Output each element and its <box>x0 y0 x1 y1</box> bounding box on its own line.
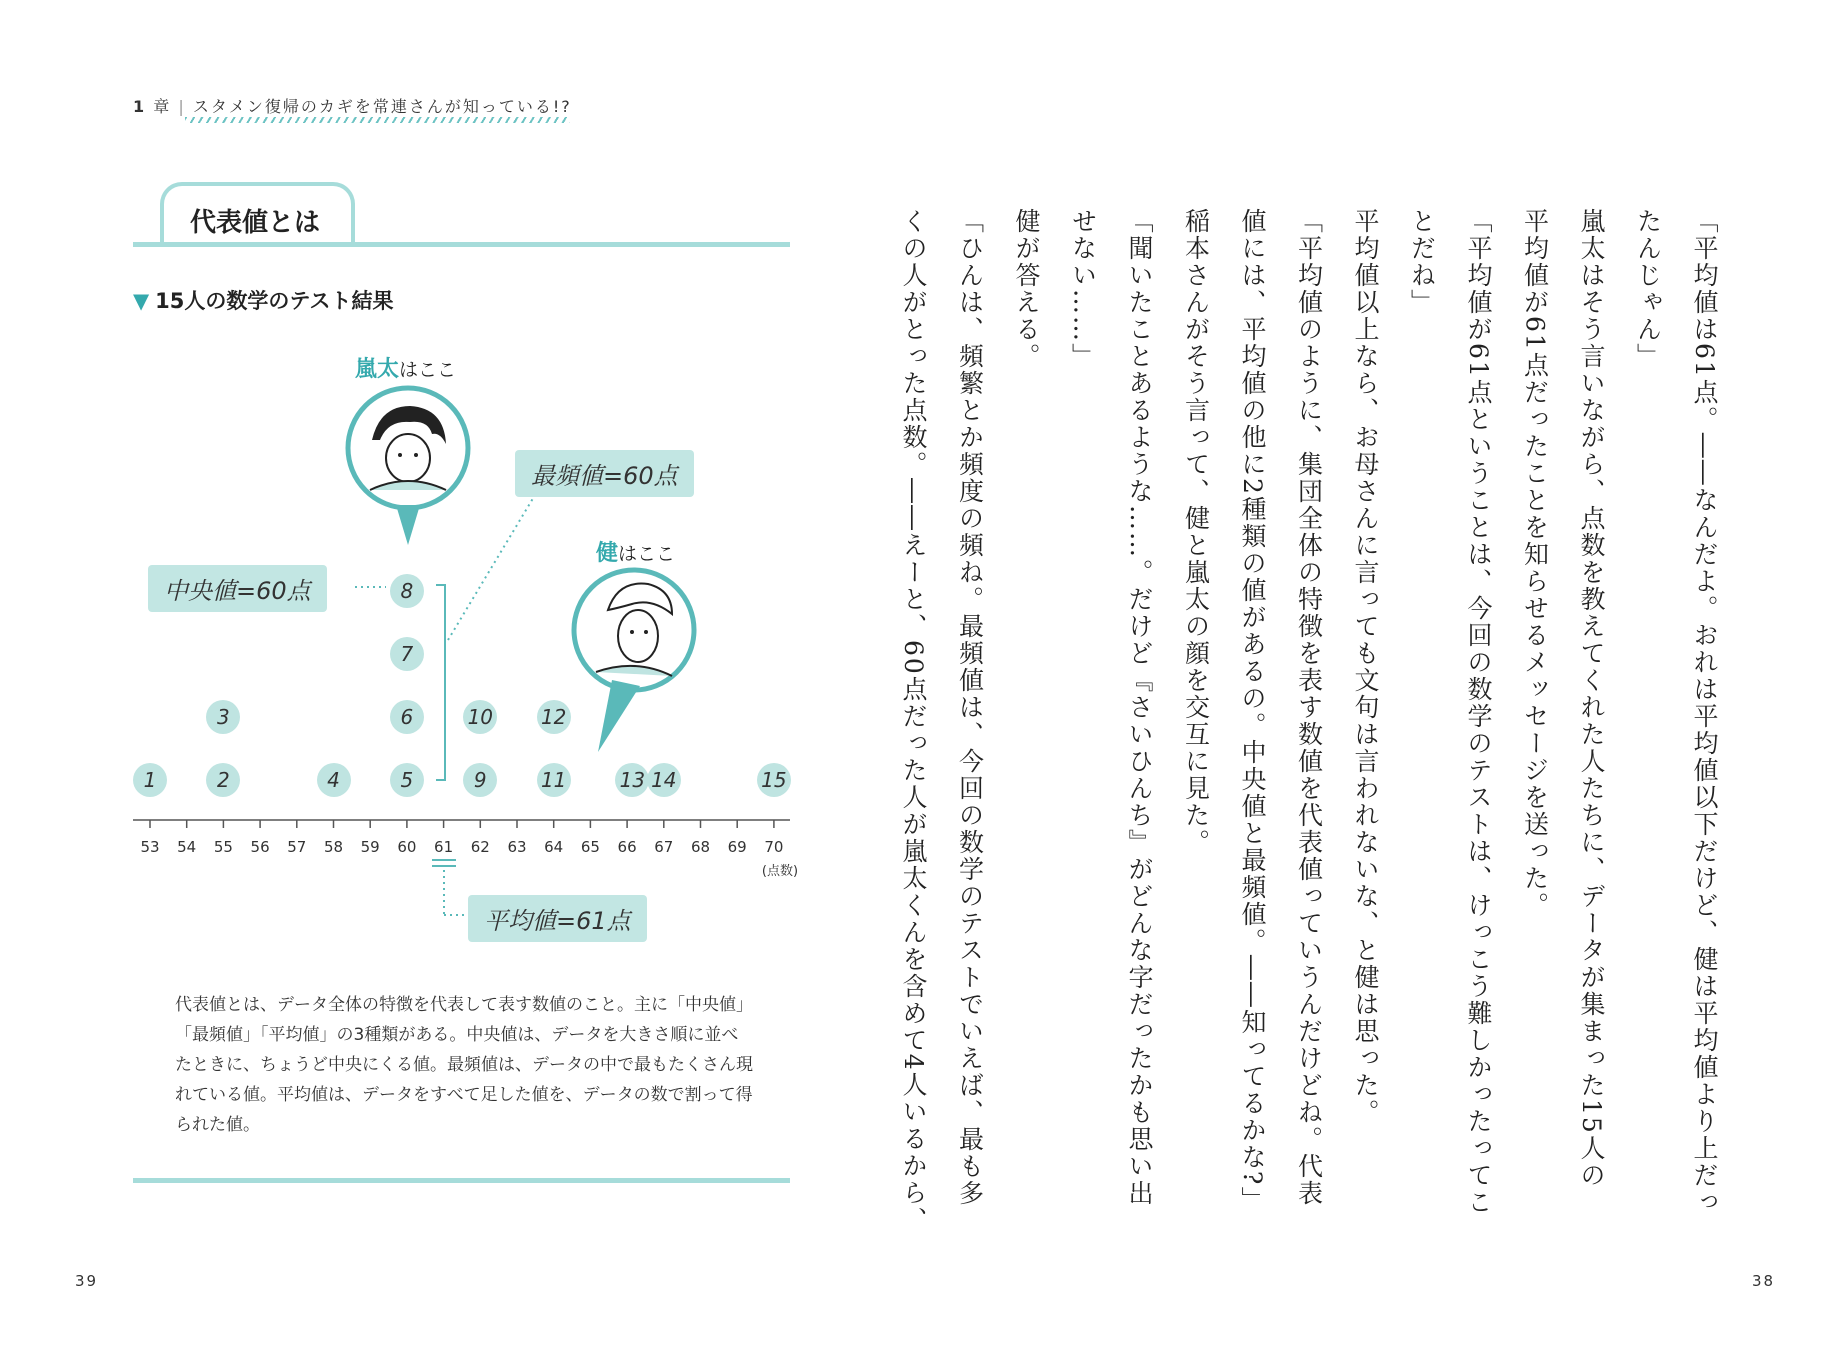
text-column: 「ひんは、頻繁とか頻度の頻ね。最頻値は、今回の数学のテストでいえば、最も多 <box>955 208 985 1207</box>
tick-label-59: 59 <box>360 838 380 856</box>
page-number-right: 38 <box>1752 1272 1776 1290</box>
arashi-caption <box>355 352 456 383</box>
dot-6: 6 <box>390 700 424 734</box>
tick-label-54: 54 <box>177 838 197 856</box>
text-column: とだね」 <box>1407 208 1437 316</box>
tick-label-61: 61 <box>434 838 454 856</box>
dot-4: 4 <box>317 763 351 797</box>
text-column: せない……」 <box>1068 208 1098 370</box>
tick-label-56: 56 <box>250 838 270 856</box>
arashi-bubble <box>348 388 468 545</box>
mode-label: 最頻値=60点 <box>515 450 694 497</box>
text-column: 稲本さんがそう言って、健と嵐太の顔を交互に見た。 <box>1181 208 1211 856</box>
text-column: 「平均値のように、集団全体の特徴を表す数値を代表値っていうんだけどね。代表 <box>1294 208 1324 1207</box>
median-label: 中央値=60点 <box>148 565 327 612</box>
page-number-left: 39 <box>75 1272 99 1290</box>
tick-label-55: 55 <box>213 838 233 856</box>
dot-3: 3 <box>206 700 240 734</box>
dot-13: 13 <box>615 763 649 797</box>
ken-suffix: はここ <box>618 543 676 565</box>
text-column: くの人がとった点数。――えーと、60点だった人が嵐太くんを含めて4人いるから、 <box>899 208 928 1234</box>
tick-label-58: 58 <box>323 838 344 856</box>
text-column: 「聞いたことあるような……。だけど『さいひんち』がどんな字だったかも思い出 <box>1125 208 1154 1207</box>
ken-name: 健 <box>596 541 619 566</box>
text-column: 健が答える。 <box>1012 208 1041 370</box>
tick-label-67: 67 <box>654 838 674 856</box>
tick-label-66: 66 <box>617 838 637 856</box>
tick-label-60: 60 <box>397 838 417 856</box>
ken-caption <box>596 536 675 567</box>
tick-label-62: 62 <box>470 838 490 856</box>
text-column: 平均値以上なら、お母さんに言っても文句は言われないな、と健は思った。 <box>1351 208 1380 1126</box>
tick-label-53: 53 <box>140 838 160 856</box>
axis-unit: (点数) <box>761 864 799 879</box>
tick-label-64: 64 <box>544 838 564 856</box>
mean-label: 平均値=61点 <box>468 895 647 942</box>
dot-8: 8 <box>390 574 424 608</box>
text-column: 「平均値が61点ということは、今回の数学のテストは、けっこう難しかったってこ <box>1464 208 1493 1216</box>
text-column: 「平均値は61点。――なんだよ。おれは平均値以下だけど、健は平均値より上だっ <box>1690 208 1719 1216</box>
dot-5: 5 <box>390 763 424 797</box>
text-column: たんじゃん」 <box>1633 208 1663 370</box>
chapter-header: 1 章 | スタメン復帰のカギを常連さんが知っている!? <box>133 97 572 116</box>
chart-subtitle-text: 15人の数学のテスト結果 <box>155 289 394 313</box>
dot-2: 2 <box>206 763 240 797</box>
text-column: 値には、平均値の他に2種類の値があるの。中央値と最頻値。――知ってるかな?」 <box>1238 208 1267 1214</box>
dot-1: 1 <box>133 763 167 797</box>
dot-14: 14 <box>647 763 681 797</box>
explanation-text: 代表値とは、データ全体の特徴を代表して表す数値のこと。主に「中央値」「最頻値」「平均値」の3種類がある。中央値は、データを大きさ順に並べたときに、ちょうど中央にくる値。最頻値は、データの中で最もたくさん現れている値。平均値は、データをすべて足した値を、データの数で割って得られた値。 <box>175 995 753 1135</box>
tick-label-57: 57 <box>287 838 307 856</box>
triangle-icon: ▼ <box>133 289 150 313</box>
text-column: 嵐太はそう言いながら、点数を教えてくれた人たちに、データが集まった15人の <box>1577 208 1606 1189</box>
ken-bubble <box>574 570 694 752</box>
dot-11: 11 <box>537 763 571 797</box>
arashi-name: 嵐太 <box>355 357 400 382</box>
dot-9: 9 <box>463 763 497 797</box>
section-title: 代表値とは <box>190 208 321 238</box>
tick-label-69: 69 <box>727 838 747 856</box>
tick-label-65: 65 <box>580 838 600 856</box>
tick-label-70: 70 <box>764 838 784 856</box>
chapter-number: 1 <box>133 97 147 116</box>
tick-label-63: 63 <box>507 838 527 856</box>
dot-7: 7 <box>390 637 424 671</box>
section-rule-bottom <box>133 1178 790 1183</box>
arashi-suffix: はここ <box>399 359 457 381</box>
chapter-title: スタメン復帰のカギを常連さんが知っている!? <box>192 97 572 116</box>
dot-plot <box>0 0 800 960</box>
chapter-label: 章 <box>153 97 172 116</box>
dot-12: 12 <box>537 700 571 734</box>
dot-15: 15 <box>757 763 791 797</box>
tick-label-68: 68 <box>690 838 711 856</box>
text-column: 平均値が61点だったことを知らせるメッセージを送った。 <box>1520 208 1550 919</box>
dot-10: 10 <box>463 700 497 734</box>
